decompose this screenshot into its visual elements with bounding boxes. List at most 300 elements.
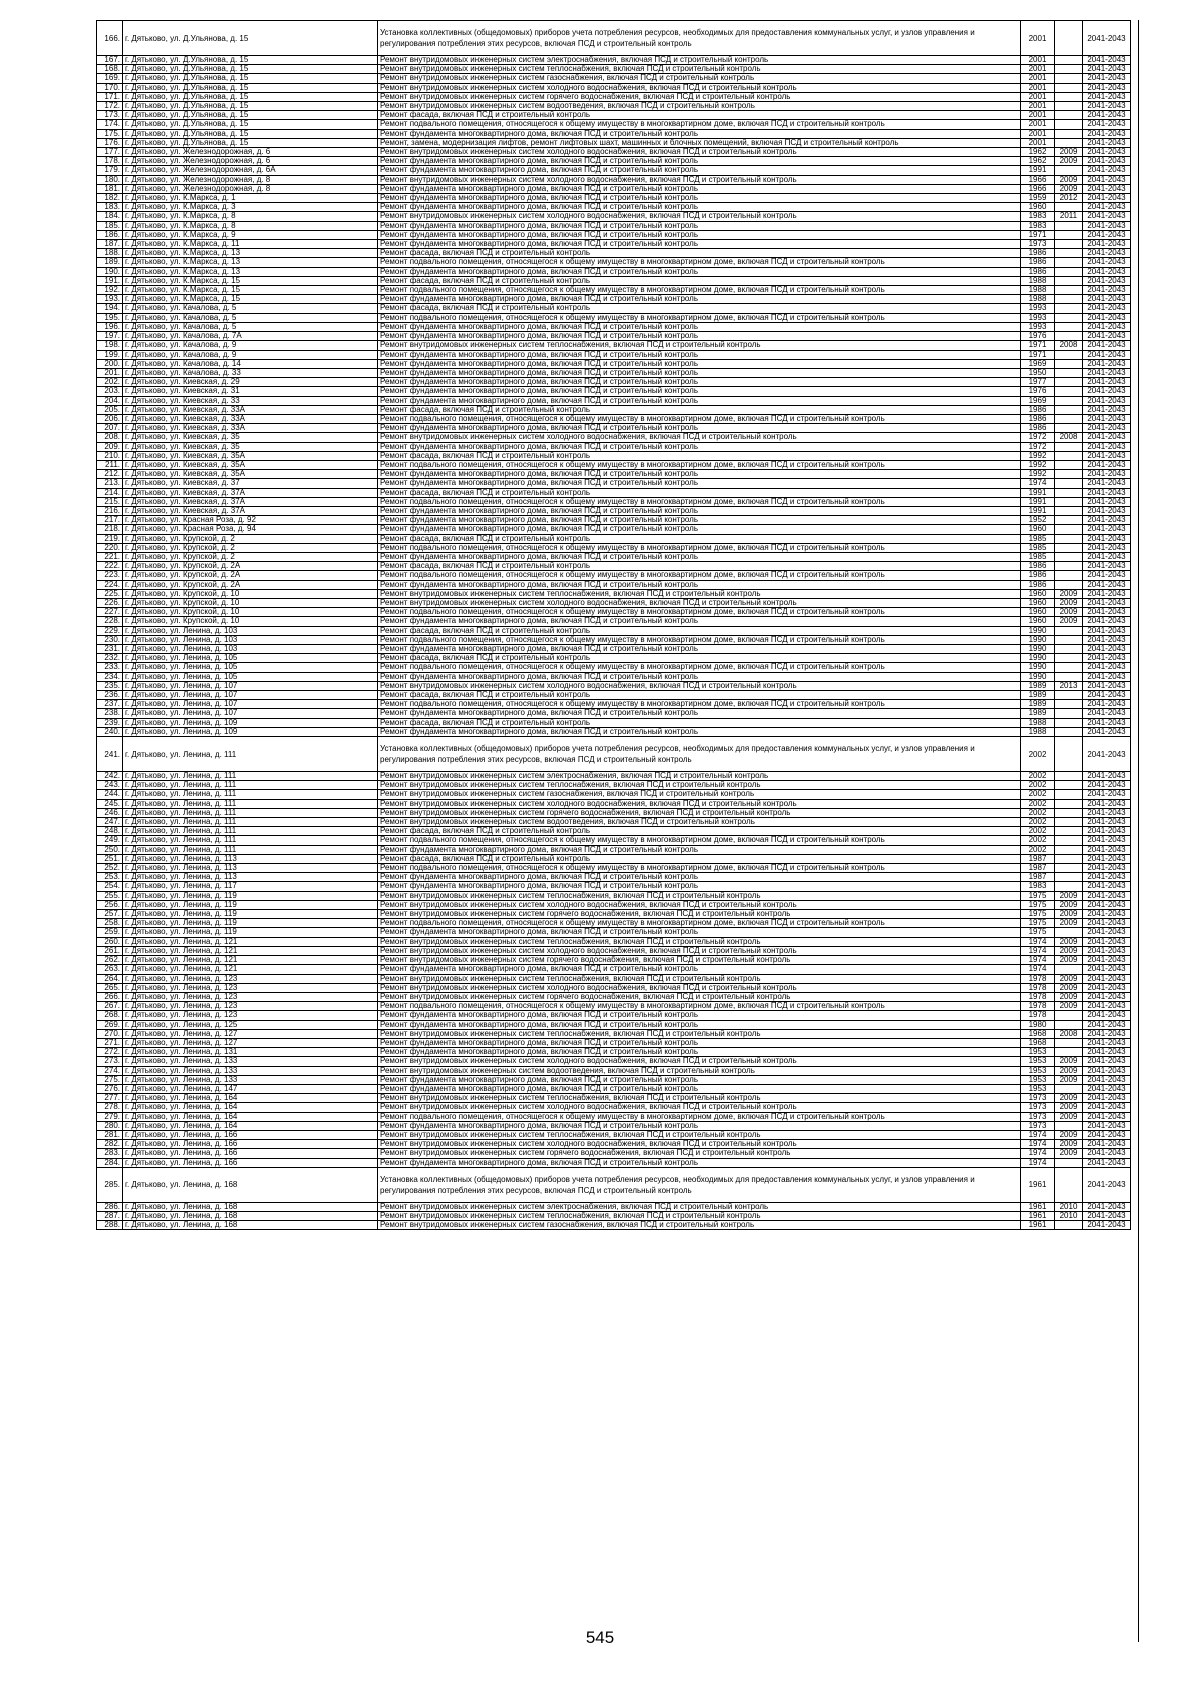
planned-period-cell: 2041-2043 xyxy=(1083,212,1131,221)
planned-period-cell: 2041-2043 xyxy=(1083,1002,1131,1011)
address-cell: г. Дятьково, ул. Ленина, д. 105 xyxy=(123,672,378,681)
planned-period-cell: 2041-2043 xyxy=(1083,221,1131,230)
planned-period-cell: 2041-2043 xyxy=(1083,111,1131,120)
planned-period-cell: 2041-2043 xyxy=(1083,405,1131,414)
table-row xyxy=(97,864,1131,873)
work-type-cell: Ремонт, замена, модернизация лифтов, ремонт лифтовых шахт, машинных и блочных помещений, включая ПСД и строительный контроль xyxy=(378,138,1021,147)
construction-year-cell: 1973 xyxy=(1021,1112,1055,1121)
table-row xyxy=(97,1094,1131,1103)
planned-period-cell: 2041-2043 xyxy=(1083,138,1131,147)
work-type-cell: Ремонт внутридомовых инженерных систем теплоснабжения, включая ПСД и строительный контроль xyxy=(378,1029,1021,1038)
table-row xyxy=(97,525,1131,534)
planned-period-cell: 2041-2043 xyxy=(1083,919,1131,928)
row-number: 212. xyxy=(97,470,123,479)
address-cell: г. Дятьково, ул. Ленина, д. 166 xyxy=(123,1130,378,1139)
last-repair-year-cell xyxy=(1055,1011,1083,1020)
planned-period-cell: 2041-2043 xyxy=(1083,184,1131,193)
address-cell: г. Дятьково, ул. Ленина, д. 111 xyxy=(123,836,378,845)
row-number: 244. xyxy=(97,790,123,799)
last-repair-year-cell xyxy=(1055,65,1083,74)
last-repair-year-cell xyxy=(1055,1221,1083,1230)
last-repair-year-cell: 2009 xyxy=(1055,1066,1083,1075)
planned-period-cell: 2041-2043 xyxy=(1083,543,1131,552)
row-number: 215. xyxy=(97,497,123,506)
construction-year-cell: 1961 xyxy=(1021,1167,1055,1202)
row-number: 179. xyxy=(97,166,123,175)
table-row xyxy=(97,332,1131,341)
last-repair-year-cell xyxy=(1055,516,1083,525)
planned-period-cell: 2041-2043 xyxy=(1083,359,1131,368)
planned-period-cell: 2041-2043 xyxy=(1083,424,1131,433)
address-cell: г. Дятьково, ул. Ленина, д. 123 xyxy=(123,983,378,992)
table-row xyxy=(97,562,1131,571)
work-type-cell: Ремонт внутридомовых инженерных систем газоснабжения, включая ПСД и строительный контроль xyxy=(378,74,1021,83)
last-repair-year-cell xyxy=(1055,790,1083,799)
row-number: 231. xyxy=(97,645,123,654)
last-repair-year-cell xyxy=(1055,562,1083,571)
address-cell: г. Дятьково, ул. Д.Ульянова, д. 15 xyxy=(123,129,378,138)
work-type-cell: Ремонт подвального помещения, относящегося к общему имуществу в многоквартирном доме, включая ПСД и строительный контроль xyxy=(378,258,1021,267)
work-type-cell: Ремонт фасада, включая ПСД и строительный контроль xyxy=(378,718,1021,727)
row-number: 187. xyxy=(97,240,123,249)
planned-period-cell: 2041-2043 xyxy=(1083,322,1131,331)
work-type-cell: Ремонт фундамента многоквартирного дома, включая ПСД и строительный контроль xyxy=(378,516,1021,525)
last-repair-year-cell: 2009 xyxy=(1055,148,1083,157)
construction-year-cell: 2001 xyxy=(1021,74,1055,83)
table-row xyxy=(97,442,1131,451)
work-type-cell: Ремонт подвального помещения, относящегося к общему имуществу в многоквартирном доме, включая ПСД и строительный контроль xyxy=(378,1002,1021,1011)
row-number: 193. xyxy=(97,295,123,304)
work-type-cell: Ремонт внутридомовых инженерных систем теплоснабжения, включая ПСД и строительный контроль xyxy=(378,589,1021,598)
planned-period-cell: 2041-2043 xyxy=(1083,286,1131,295)
address-cell: г. Дятьково, ул. Крупской, д. 10 xyxy=(123,589,378,598)
work-type-cell: Ремонт фасада, включая ПСД и строительный контроль xyxy=(378,488,1021,497)
row-number: 222. xyxy=(97,562,123,571)
planned-period-cell: 2041-2043 xyxy=(1083,1221,1131,1230)
page-number: 545 xyxy=(585,1628,615,1647)
planned-period-cell: 2041-2043 xyxy=(1083,681,1131,690)
construction-year-cell: 2002 xyxy=(1021,836,1055,845)
work-type-cell: Ремонт фундамента многоквартирного дома, включая ПСД и строительный контроль xyxy=(378,442,1021,451)
last-repair-year-cell: 2009 xyxy=(1055,175,1083,184)
last-repair-year-cell xyxy=(1055,836,1083,845)
row-number: 237. xyxy=(97,700,123,709)
row-number: 186. xyxy=(97,230,123,239)
address-cell: г. Дятьково, ул. Ленина, д. 133 xyxy=(123,1057,378,1066)
row-number: 176. xyxy=(97,138,123,147)
planned-period-cell: 2041-2043 xyxy=(1083,1075,1131,1084)
planned-period-cell: 2041-2043 xyxy=(1083,414,1131,423)
last-repair-year-cell: 2009 xyxy=(1055,157,1083,166)
construction-year-cell: 1986 xyxy=(1021,249,1055,258)
table-row xyxy=(97,414,1131,423)
last-repair-year-cell xyxy=(1055,1121,1083,1130)
planned-period-cell: 2041-2043 xyxy=(1083,488,1131,497)
work-type-cell: Ремонт подвального помещения, относящегося к общему имуществу в многоквартирном доме, включая ПСД и строительный контроль xyxy=(378,543,1021,552)
work-type-cell: Ремонт фундамента многоквартирного дома, включая ПСД и строительный контроль xyxy=(378,845,1021,854)
table-row xyxy=(97,56,1131,65)
table-row xyxy=(97,322,1131,331)
construction-year-cell: 1986 xyxy=(1021,580,1055,589)
address-cell: г. Дятьково, ул. Ленина, д. 111 xyxy=(123,790,378,799)
construction-year-cell: 2001 xyxy=(1021,102,1055,111)
work-type-cell: Ремонт внутридомовых инженерных систем холодного водоснабжения, включая ПСД и строительный контроль xyxy=(378,983,1021,992)
address-cell: г. Дятьково, ул. Крупской, д. 10 xyxy=(123,598,378,607)
construction-year-cell: 2002 xyxy=(1021,808,1055,817)
table-row xyxy=(97,727,1131,736)
planned-period-cell: 2041-2043 xyxy=(1083,157,1131,166)
table-row xyxy=(97,928,1131,937)
row-number: 284. xyxy=(97,1158,123,1167)
last-repair-year-cell xyxy=(1055,663,1083,672)
table-row xyxy=(97,873,1131,882)
row-number: 188. xyxy=(97,249,123,258)
last-repair-year-cell xyxy=(1055,818,1083,827)
table-row xyxy=(97,534,1131,543)
address-cell: г. Дятьково, ул. Ленина, д. 113 xyxy=(123,873,378,882)
address-cell: г. Дятьково, ул. Ленина, д. 123 xyxy=(123,974,378,983)
construction-year-cell: 1973 xyxy=(1021,240,1055,249)
address-cell: г. Дятьково, ул. К.Маркса, д. 13 xyxy=(123,258,378,267)
work-type-cell: Ремонт подвального помещения, относящегося к общему имуществу в многоквартирном доме, включая ПСД и строительный контроль xyxy=(378,286,1021,295)
construction-year-cell: 1990 xyxy=(1021,654,1055,663)
address-cell: г. Дятьково, ул. Ленина, д. 111 xyxy=(123,818,378,827)
construction-year-cell: 1989 xyxy=(1021,700,1055,709)
last-repair-year-cell: 2011 xyxy=(1055,212,1083,221)
planned-period-cell: 2041-2043 xyxy=(1083,240,1131,249)
address-cell: г. Дятьково, ул. Качалова, д. 14 xyxy=(123,359,378,368)
construction-year-cell: 1991 xyxy=(1021,497,1055,506)
planned-period-cell: 2041-2043 xyxy=(1083,175,1131,184)
planned-period-cell: 2041-2043 xyxy=(1083,854,1131,863)
table-row xyxy=(97,74,1131,83)
row-number: 260. xyxy=(97,937,123,946)
construction-year-cell: 1975 xyxy=(1021,910,1055,919)
last-repair-year-cell xyxy=(1055,626,1083,635)
row-number: 279. xyxy=(97,1112,123,1121)
planned-period-cell: 2041-2043 xyxy=(1083,818,1131,827)
work-type-cell: Ремонт внутридомовых инженерных систем водоотведения, включая ПСД и строительный контроль xyxy=(378,102,1021,111)
last-repair-year-cell xyxy=(1055,221,1083,230)
construction-year-cell: 1988 xyxy=(1021,727,1055,736)
address-cell: г. Дятьково, ул. Ленина, д. 113 xyxy=(123,854,378,863)
row-number: 254. xyxy=(97,882,123,891)
address-cell: г. Дятьково, ул. Д.Ульянова, д. 15 xyxy=(123,102,378,111)
address-cell: г. Дятьково, ул. Ленина, д. 168 xyxy=(123,1167,378,1202)
planned-period-cell: 2041-2043 xyxy=(1083,1149,1131,1158)
planned-period-cell: 2041-2043 xyxy=(1083,368,1131,377)
planned-period-cell: 2041-2043 xyxy=(1083,571,1131,580)
planned-period-cell: 2041-2043 xyxy=(1083,1112,1131,1121)
last-repair-year-cell xyxy=(1055,718,1083,727)
last-repair-year-cell xyxy=(1055,359,1083,368)
table-row xyxy=(97,350,1131,359)
construction-year-cell: 1975 xyxy=(1021,928,1055,937)
planned-period-cell: 2041-2043 xyxy=(1083,1084,1131,1093)
address-cell: г. Дятьково, ул. Киевская, д. 37А xyxy=(123,488,378,497)
row-number: 208. xyxy=(97,433,123,442)
planned-period-cell: 2041-2043 xyxy=(1083,1057,1131,1066)
address-cell: г. Дятьково, ул. Ленина, д. 164 xyxy=(123,1121,378,1130)
construction-year-cell: 1959 xyxy=(1021,194,1055,203)
table-row xyxy=(97,818,1131,827)
work-type-cell: Ремонт фундамента многоквартирного дома, включая ПСД и строительный контроль xyxy=(378,230,1021,239)
row-number: 263. xyxy=(97,965,123,974)
last-repair-year-cell: 2009 xyxy=(1055,974,1083,983)
address-cell: г. Дятьково, ул. Киевская, д. 29 xyxy=(123,378,378,387)
table-row xyxy=(97,433,1131,442)
address-cell: г. Дятьково, ул. К.Маркса, д. 15 xyxy=(123,295,378,304)
address-cell: г. Дятьково, ул. К.Маркса, д. 15 xyxy=(123,276,378,285)
construction-year-cell: 1952 xyxy=(1021,516,1055,525)
row-number: 200. xyxy=(97,359,123,368)
planned-period-cell: 2041-2043 xyxy=(1083,700,1131,709)
last-repair-year-cell xyxy=(1055,120,1083,129)
work-type-cell: Ремонт подвального помещения, относящегося к общему имуществу в многоквартирном доме, включая ПСД и строительный контроль xyxy=(378,864,1021,873)
planned-period-cell: 2041-2043 xyxy=(1083,451,1131,460)
last-repair-year-cell xyxy=(1055,350,1083,359)
row-number: 266. xyxy=(97,992,123,1001)
construction-year-cell: 2001 xyxy=(1021,129,1055,138)
table-row xyxy=(97,1112,1131,1121)
table-row xyxy=(97,790,1131,799)
planned-period-cell: 2041-2043 xyxy=(1083,562,1131,571)
row-number: 194. xyxy=(97,304,123,313)
table-row xyxy=(97,230,1131,239)
planned-period-cell: 2041-2043 xyxy=(1083,516,1131,525)
last-repair-year-cell xyxy=(1055,654,1083,663)
planned-period-cell: 2041-2043 xyxy=(1083,1121,1131,1130)
row-number: 198. xyxy=(97,341,123,350)
work-type-cell: Ремонт внутридомовых инженерных систем электроснабжения, включая ПСД и строительный контроль xyxy=(378,1202,1021,1211)
work-type-cell: Ремонт внутридомовых инженерных систем холодного водоснабжения, включая ПСД и строительный контроль xyxy=(378,433,1021,442)
last-repair-year-cell xyxy=(1055,497,1083,506)
row-number: 270. xyxy=(97,1029,123,1038)
construction-year-cell: 1986 xyxy=(1021,562,1055,571)
work-type-cell: Ремонт фундамента многоквартирного дома, включая ПСД и строительный контроль xyxy=(378,580,1021,589)
construction-year-cell: 2002 xyxy=(1021,781,1055,790)
table-row xyxy=(97,65,1131,74)
planned-period-cell: 2041-2043 xyxy=(1083,433,1131,442)
planned-period-cell: 2041-2043 xyxy=(1083,626,1131,635)
planned-period-cell: 2041-2043 xyxy=(1083,56,1131,65)
construction-year-cell: 2001 xyxy=(1021,92,1055,101)
construction-year-cell: 2002 xyxy=(1021,772,1055,781)
address-cell: г. Дятьково, ул. Ленина, д. 121 xyxy=(123,956,378,965)
work-type-cell: Ремонт фундамента многоквартирного дома, включая ПСД и строительный контроль xyxy=(378,479,1021,488)
table-row xyxy=(97,617,1131,626)
work-type-cell: Ремонт фундамента многоквартирного дома, включая ПСД и строительный контроль xyxy=(378,1075,1021,1084)
row-number: 182. xyxy=(97,194,123,203)
row-number: 204. xyxy=(97,396,123,405)
table-row xyxy=(97,111,1131,120)
row-number: 252. xyxy=(97,864,123,873)
last-repair-year-cell: 2009 xyxy=(1055,900,1083,909)
last-repair-year-cell xyxy=(1055,414,1083,423)
construction-year-cell: 1968 xyxy=(1021,1038,1055,1047)
planned-period-cell: 2041-2043 xyxy=(1083,727,1131,736)
row-number: 191. xyxy=(97,276,123,285)
table-row xyxy=(97,827,1131,836)
last-repair-year-cell xyxy=(1055,74,1083,83)
planned-period-cell: 2041-2043 xyxy=(1083,1066,1131,1075)
row-number: 170. xyxy=(97,83,123,92)
address-cell: г. Дятьково, ул. Красная Роза, д. 92 xyxy=(123,516,378,525)
row-number: 262. xyxy=(97,956,123,965)
table-row xyxy=(97,552,1131,561)
planned-period-cell: 2041-2043 xyxy=(1083,891,1131,900)
address-cell: г. Дятьково, ул. Ленина, д. 123 xyxy=(123,1002,378,1011)
planned-period-cell: 2041-2043 xyxy=(1083,341,1131,350)
address-cell: г. Дятьково, ул. Киевская, д. 35А xyxy=(123,460,378,469)
last-repair-year-cell xyxy=(1055,405,1083,414)
row-number: 246. xyxy=(97,808,123,817)
planned-period-cell: 2041-2043 xyxy=(1083,65,1131,74)
planned-period-cell: 2041-2043 xyxy=(1083,635,1131,644)
row-number: 271. xyxy=(97,1038,123,1047)
address-cell: г. Дятьково, ул. Ленина, д. 105 xyxy=(123,654,378,663)
construction-year-cell: 1985 xyxy=(1021,543,1055,552)
table-row xyxy=(97,635,1131,644)
address-cell: г. Дятьково, ул. Ленина, д. 164 xyxy=(123,1094,378,1103)
row-number: 243. xyxy=(97,781,123,790)
row-number: 192. xyxy=(97,286,123,295)
address-cell: г. Дятьково, ул. Д.Ульянова, д. 15 xyxy=(123,92,378,101)
row-number: 224. xyxy=(97,580,123,589)
work-type-cell: Ремонт фундамента многоквартирного дома, включая ПСД и строительный контроль xyxy=(378,1011,1021,1020)
work-type-cell: Ремонт фасада, включая ПСД и строительный контроль xyxy=(378,562,1021,571)
address-cell: г. Дятьково, ул. Ленина, д. 168 xyxy=(123,1221,378,1230)
construction-year-cell: 1992 xyxy=(1021,451,1055,460)
planned-period-cell: 2041-2043 xyxy=(1083,1158,1131,1167)
construction-year-cell: 1974 xyxy=(1021,1149,1055,1158)
address-cell: г. Дятьково, ул. Ленина, д. 119 xyxy=(123,910,378,919)
row-number: 235. xyxy=(97,681,123,690)
construction-year-cell: 1985 xyxy=(1021,552,1055,561)
construction-year-cell: 1969 xyxy=(1021,359,1055,368)
work-type-cell: Ремонт внутридомовых инженерных систем горячего водоснабжения, включая ПСД и строительный контроль xyxy=(378,92,1021,101)
planned-period-cell: 2041-2043 xyxy=(1083,497,1131,506)
row-number: 249. xyxy=(97,836,123,845)
table-row xyxy=(97,286,1131,295)
address-cell: г. Дятьково, ул. К.Маркса, д. 13 xyxy=(123,249,378,258)
work-type-cell: Ремонт фундамента многоквартирного дома, включая ПСД и строительный контроль xyxy=(378,1084,1021,1093)
table-row xyxy=(97,1130,1131,1139)
row-number: 247. xyxy=(97,818,123,827)
row-number: 241. xyxy=(97,737,123,772)
construction-year-cell: 1985 xyxy=(1021,534,1055,543)
address-cell: г. Дятьково, ул. Ленина, д. 121 xyxy=(123,965,378,974)
work-type-cell: Установка коллективных (общедомовых) приборов учета потребления ресурсов, необходимых для предоставления коммунальных услуг, и узлов управления и регулирования потребления этих ресурсов, включая ПСД и строительный контроль xyxy=(378,21,1021,56)
table-row xyxy=(97,1202,1131,1211)
work-type-cell: Ремонт внутридомовых инженерных систем холодного водоснабжения, включая ПСД и строительный контроль xyxy=(378,1103,1021,1112)
planned-period-cell: 2041-2043 xyxy=(1083,974,1131,983)
table-row xyxy=(97,129,1131,138)
last-repair-year-cell xyxy=(1055,1158,1083,1167)
planned-period-cell: 2041-2043 xyxy=(1083,737,1131,772)
work-type-cell: Ремонт внутридомовых инженерных систем горячего водоснабжения, включая ПСД и строительный контроль xyxy=(378,1149,1021,1158)
table-row xyxy=(97,1075,1131,1084)
address-cell: г. Дятьково, ул. К.Маркса, д. 8 xyxy=(123,221,378,230)
address-cell: г. Дятьково, ул. Киевская, д. 37 xyxy=(123,479,378,488)
construction-year-cell: 1962 xyxy=(1021,157,1055,166)
planned-period-cell: 2041-2043 xyxy=(1083,718,1131,727)
right-margin-line xyxy=(1138,20,1139,1642)
last-repair-year-cell xyxy=(1055,845,1083,854)
address-cell: г. Дятьково, ул. Киевская, д. 37А xyxy=(123,497,378,506)
row-number: 285. xyxy=(97,1167,123,1202)
construction-year-cell: 2002 xyxy=(1021,799,1055,808)
work-type-cell: Ремонт подвального помещения, относящегося к общему имуществу в многоквартирном доме, включая ПСД и строительный контроль xyxy=(378,663,1021,672)
construction-year-cell: 1953 xyxy=(1021,1084,1055,1093)
last-repair-year-cell xyxy=(1055,645,1083,654)
table-row xyxy=(97,1020,1131,1029)
row-number: 197. xyxy=(97,332,123,341)
work-type-cell: Ремонт подвального помещения, относящегося к общему имуществу в многоквартирном доме, включая ПСД и строительный контроль xyxy=(378,919,1021,928)
last-repair-year-cell: 2009 xyxy=(1055,937,1083,946)
planned-period-cell: 2041-2043 xyxy=(1083,396,1131,405)
table-row xyxy=(97,974,1131,983)
planned-period-cell: 2041-2043 xyxy=(1083,249,1131,258)
construction-year-cell: 1987 xyxy=(1021,854,1055,863)
construction-year-cell: 2002 xyxy=(1021,790,1055,799)
last-repair-year-cell xyxy=(1055,635,1083,644)
last-repair-year-cell xyxy=(1055,286,1083,295)
work-type-cell: Ремонт фасада, включая ПСД и строительный контроль xyxy=(378,405,1021,414)
row-number: 281. xyxy=(97,1130,123,1139)
last-repair-year-cell: 2009 xyxy=(1055,1140,1083,1149)
construction-year-cell: 1960 xyxy=(1021,598,1055,607)
work-type-cell: Ремонт внутридомовых инженерных систем водоотведения, включая ПСД и строительный контроль xyxy=(378,818,1021,827)
construction-year-cell: 1990 xyxy=(1021,672,1055,681)
address-cell: г. Дятьково, ул. Ленина, д. 123 xyxy=(123,1011,378,1020)
work-type-cell: Ремонт внутридомовых инженерных систем горячего водоснабжения, включая ПСД и строительный контроль xyxy=(378,992,1021,1001)
table-row xyxy=(97,571,1131,580)
work-type-cell: Ремонт фасада, включая ПСД и строительный контроль xyxy=(378,534,1021,543)
address-cell: г. Дятьково, ул. Киевская, д. 37А xyxy=(123,506,378,515)
work-type-cell: Ремонт внутридомовых инженерных систем холодного водоснабжения, включая ПСД и строительный контроль xyxy=(378,681,1021,690)
last-repair-year-cell xyxy=(1055,1048,1083,1057)
last-repair-year-cell: 2009 xyxy=(1055,1075,1083,1084)
work-type-cell: Ремонт фундамента многоквартирного дома, включая ПСД и строительный контроль xyxy=(378,387,1021,396)
table-row xyxy=(97,341,1131,350)
construction-year-cell: 1972 xyxy=(1021,442,1055,451)
address-cell: г. Дятьково, ул. Ленина, д. 103 xyxy=(123,626,378,635)
last-repair-year-cell xyxy=(1055,479,1083,488)
work-type-cell: Ремонт внутридомовых инженерных систем газоснабжения, включая ПСД и строительный контроль xyxy=(378,1221,1021,1230)
table-row xyxy=(97,808,1131,817)
work-type-cell: Ремонт внутридомовых инженерных систем горячего водоснабжения, включая ПСД и строительный контроль xyxy=(378,910,1021,919)
address-cell: г. Дятьково, ул. Крупской, д. 2А xyxy=(123,562,378,571)
work-type-cell: Ремонт внутридомовых инженерных систем горячего водоснабжения, включая ПСД и строительный контроль xyxy=(378,956,1021,965)
address-cell: г. Дятьково, ул. Ленина, д. 166 xyxy=(123,1140,378,1149)
row-number: 223. xyxy=(97,571,123,580)
address-cell: г. Дятьково, ул. Ленина, д. 103 xyxy=(123,645,378,654)
construction-year-cell: 1992 xyxy=(1021,470,1055,479)
planned-period-cell: 2041-2043 xyxy=(1083,965,1131,974)
construction-year-cell: 1972 xyxy=(1021,433,1055,442)
last-repair-year-cell xyxy=(1055,864,1083,873)
construction-year-cell: 1991 xyxy=(1021,166,1055,175)
work-type-cell: Ремонт подвального помещения, относящегося к общему имуществу в многоквартирном доме, включая ПСД и строительный контроль xyxy=(378,313,1021,322)
row-number: 228. xyxy=(97,617,123,626)
table-row xyxy=(97,543,1131,552)
row-number: 175. xyxy=(97,129,123,138)
address-cell: г. Дятьково, ул. Д.Ульянова, д. 15 xyxy=(123,83,378,92)
last-repair-year-cell xyxy=(1055,21,1083,56)
row-number: 277. xyxy=(97,1094,123,1103)
construction-year-cell: 1988 xyxy=(1021,276,1055,285)
